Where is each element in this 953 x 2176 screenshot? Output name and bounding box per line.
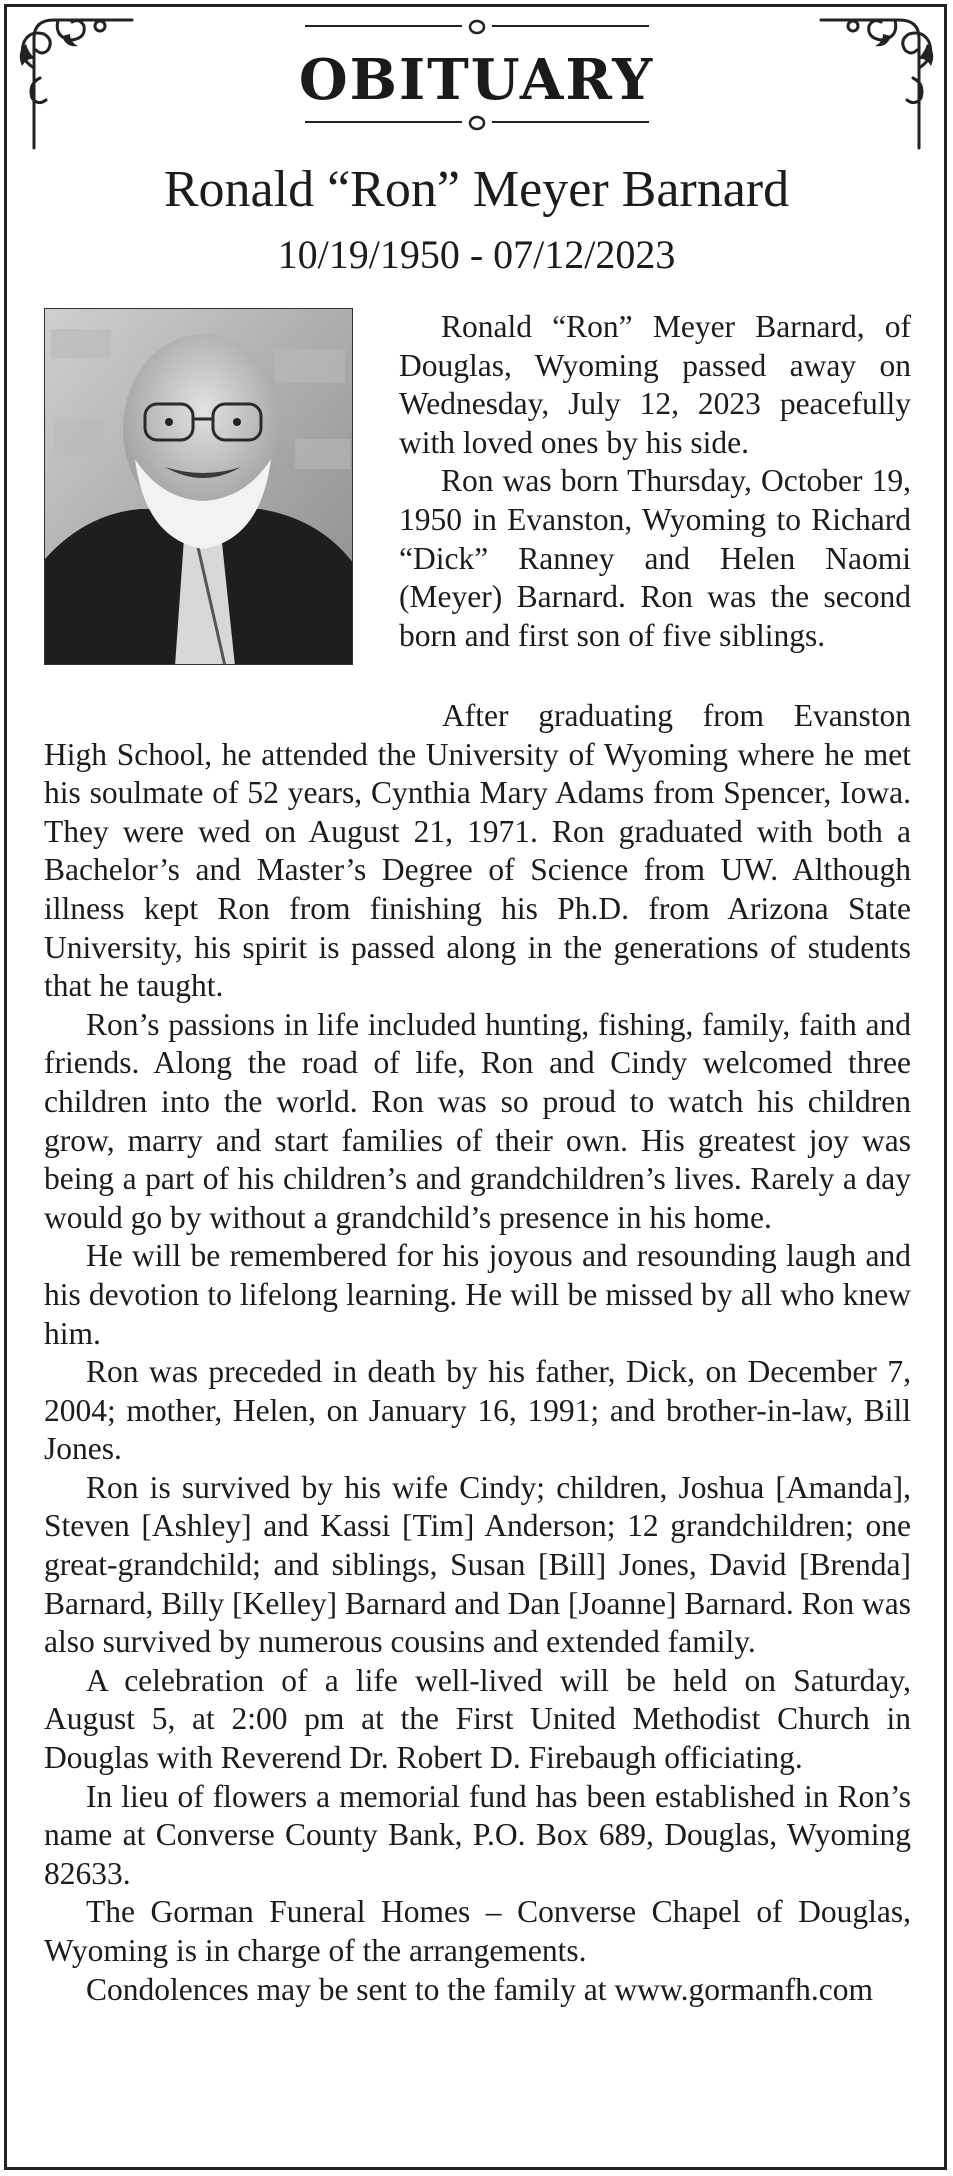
paragraph-preceded: Ron was preceded in death by his father, Dick, on December 7, 2004; mother, Helen, on January 16, 1991; and brother-in-law, Bill Jones. [44,1354,911,1467]
paragraph-survived: Ron is survived by his wife Cindy; children, Joshua [Amanda], Steven [Ashley] and Kassi [Tim] Anderson; 12 grandchildren; one great-grandchild; and siblings, Susan [Bill] Jones, David [Brenda] Barnard, Billy [Kelley] Barnard and Dan [Joanne] Barnard. Ron was also survived by numerous cousins and extended family. [44,1469,911,1660]
paragraph-funeral-home: The Gorman Funeral Homes – Converse Chapel of Douglas, Wyoming is in charge of the arrangements. [44,1894,911,1968]
obituary-title: OBITUARY [298,47,655,113]
obituary-header [0,18,953,138]
paragraph-memorial: In lieu of flowers a memorial fund has been established in Ron’s name at Converse County Bank, P.O. Box 689, Douglas, Wyoming 82633. [44,1778,911,1891]
obituary-text-main [44,697,911,2009]
paragraph-birth: Ron was born Thursday, October 19, 1950 in Evanston, Wyoming to Richard “Dick” Ranney and Helen Naomi (Meyer) Barnard. Ron was the second born and first son of five siblings. [399,463,911,653]
top-rule-right [492,25,649,27]
portrait-photo [44,308,353,665]
paragraph-education: After graduating from Evanston High School, he attended the University of Wyoming where he met his soulmate of 52 years, Cynthia Mary Adams from Spencer, Iowa. They were wed on August 21, 1971. Ron graduated with both a Bachelor’s and Master’s Degree of Science from UW. Although illness kept Ron from finishing his Ph.D. from Arizona State University, his spirit is passed along in the generations of students that he taught. [44,698,911,1004]
deceased-name: Ronald “Ron” Meyer Barnard [163,161,790,218]
paragraph-passing: Ronald “Ron” Meyer Barnard, of Douglas, Wyoming passed away on Wednesday, July 12, 2023 peacefully with loved ones by his side. [399,309,911,460]
paragraph-condolences: Condolences may be sent to the family at www.gormanfh.com [86,1971,874,2007]
paragraph-passions: Ron’s passions in life included hunting, fishing, family, faith and friends. Along the road of life, Ron and Cindy welcomed three children into the world. Ron was so proud to watch his children grow, marry and start families of their own. His greatest joy was being a part of his children’s and grandchildren’s lives. Rarely a day would go by without a grandchild’s presence in his home. [44,1006,911,1235]
obituary-text-beside-photo [399,308,911,655]
paragraph-celebration: A celebration of a life well-lived will be held on Saturday, August 5, at 2:00 pm at the First United Methodist Church in Douglas with Reverend Dr. Robert D. Firebaugh officiating. [44,1662,911,1776]
bottom-rule-left [305,121,462,123]
paragraph-remembered: He will be remembered for his joyous and resounding laugh and his devotion to lifelong learning. He will be missed by all who knew him. [44,1238,911,1351]
ornament-top-icon [462,18,492,36]
bottom-rule-right [492,121,649,123]
ornament-bottom-icon [462,114,492,132]
life-dates: 10/19/1950 - 07/12/2023 [277,232,676,277]
top-rule-left [305,25,462,27]
